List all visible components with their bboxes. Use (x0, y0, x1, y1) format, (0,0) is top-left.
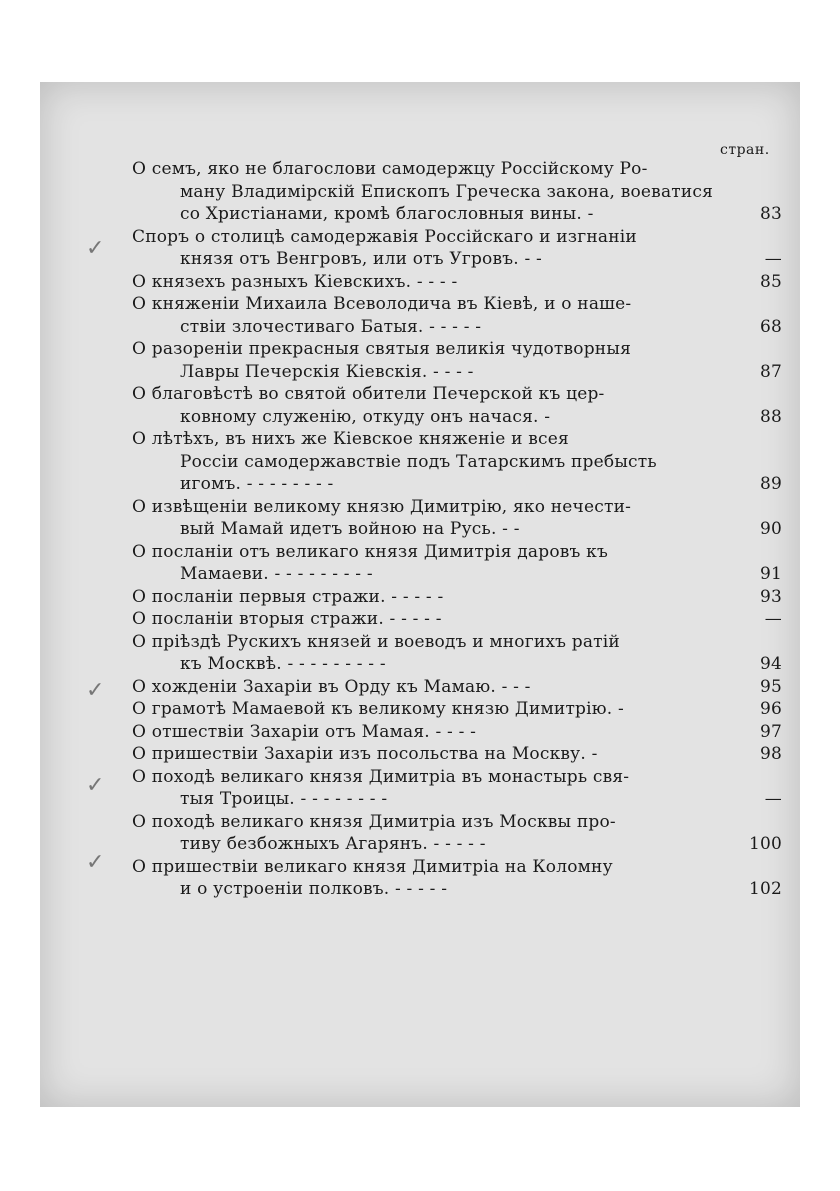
toc-entry-text: Россіи самодержавствіе подъ Татарскимъ пребысть (180, 451, 657, 472)
page-column-label: стран. (720, 142, 770, 158)
toc-page-number: 97 (759, 721, 782, 742)
toc-entry (132, 428, 782, 496)
toc-entry-text: къ Москвѣ. - - - - - - - - - (180, 654, 386, 674)
toc-page-number: 85 (759, 271, 782, 292)
toc-entry-text: О пришествіи Захаріи изъ посольства на Москву. - (132, 744, 598, 764)
toc-page-number: 100 (748, 834, 782, 854)
toc-entry-text: О посланіи отъ великаго князя Димитрія даровъ къ (132, 541, 608, 562)
toc-entry (132, 676, 782, 699)
toc-entry (132, 631, 782, 676)
toc-entry-text: и о устроеніи полковъ. - - - - - (180, 879, 448, 899)
check-mark-icon: ✓ (86, 236, 105, 261)
toc-entry (132, 586, 782, 609)
toc-page-number: 98 (759, 744, 782, 764)
toc-entry (132, 856, 782, 901)
toc-entry-text: О семъ, яко не благослови самодержцу Россійскому Ро- (132, 159, 648, 179)
toc-entry-text: вый Мамай идетъ войною на Русь. - - (180, 519, 520, 539)
toc-entry-text: О посланіи вторыя стражи. - - - - - (132, 609, 442, 629)
toc-entry (132, 158, 782, 226)
toc-entry-text: О пріѣздѣ Рускихъ князей и воеводъ и многихъ ратій (132, 631, 620, 652)
toc-page-number: 83 (759, 204, 782, 224)
toc-entry (132, 766, 782, 811)
toc-page-number: 90 (759, 519, 782, 539)
toc-entry (132, 721, 782, 744)
toc-page-number: 91 (759, 564, 782, 584)
toc-page-number: 68 (759, 316, 782, 337)
toc-entry-text: Мамаеви. - - - - - - - - - (180, 564, 373, 584)
toc-page-number: — (764, 609, 782, 629)
toc-entry-text: О отшествіи Захаріи отъ Мамая. - - - - (132, 721, 477, 742)
toc-entry (132, 541, 782, 586)
toc-entry-text: Споръ о столицѣ самодержавія Россійскаго и изгнаніи (132, 226, 637, 247)
toc-entry-text: О пришествіи великаго князя Димитріа на Коломну (132, 856, 613, 877)
toc-entry-text: О походѣ великаго князя Димитріа въ монастырь свя- (132, 766, 630, 787)
table-of-contents (132, 158, 782, 901)
toc-entry-text: ману Владимірскій Епископъ Греческа закона, воеватися (180, 181, 714, 202)
toc-entry-text: О разореніи прекрасныя святыя великія чудотворныя (132, 339, 631, 359)
toc-entry-text: князя отъ Венгровъ, или отъ Угровъ. - - (180, 249, 542, 269)
check-mark-icon: ✓ (86, 773, 105, 798)
toc-page-number: 88 (759, 406, 782, 427)
toc-page-number: 96 (759, 699, 782, 719)
toc-entry (132, 226, 782, 271)
toc-entry (132, 383, 782, 428)
toc-page-number: 95 (759, 676, 782, 697)
toc-entry-text: О грамотѣ Мамаевой къ великому князю Димитрію. - (132, 699, 624, 719)
toc-page-number: — (764, 249, 782, 269)
toc-entry (132, 338, 782, 383)
toc-entry-text: О хожденіи Захаріи въ Орду къ Мамаю. - - - (132, 676, 531, 697)
toc-entry (132, 271, 782, 294)
check-mark-icon: ✓ (86, 850, 105, 875)
toc-entry-text: Лавры Печерскія Кіевскія. - - - - (180, 361, 474, 382)
toc-entry (132, 698, 782, 721)
toc-entry-text: О князехъ разныхъ Кіевскихъ. - - - - (132, 271, 458, 292)
toc-page-number: 89 (759, 474, 782, 494)
toc-entry-text: тыя Троицы. - - - - - - - - (180, 789, 388, 809)
toc-page-number: 94 (759, 654, 782, 674)
toc-entry-text: О походѣ великаго князя Димитріа изъ Москвы про- (132, 811, 616, 832)
toc-entry (132, 496, 782, 541)
toc-entry (132, 743, 782, 766)
toc-entry-text: О посланіи первыя стражи. - - - - - (132, 586, 444, 607)
toc-entry-text: со Христіанами, кромѣ благословныя вины. - (180, 204, 594, 224)
toc-entry-text: О благовѣстѣ во святой обители Печерской къ цер- (132, 384, 605, 404)
toc-entry-text: игомъ. - - - - - - - - (180, 474, 334, 494)
toc-page-number: 93 (759, 586, 782, 607)
toc-entry (132, 811, 782, 856)
check-mark-icon: ✓ (86, 678, 105, 703)
toc-page-number: 102 (748, 879, 782, 899)
toc-page-number: 87 (759, 361, 782, 382)
toc-entry-text: О лѣтѣхъ, въ нихъ же Кіевское княженіе и всея (132, 429, 569, 449)
toc-entry-text: О княженіи Михаила Всеволодича въ Кіевѣ, и о наше- (132, 294, 632, 314)
toc-entry-text: ствіи злочестиваго Батыя. - - - - - (180, 316, 482, 337)
toc-entry-text: тиву безбожныхъ Агарянъ. - - - - - (180, 834, 486, 854)
toc-entry (132, 608, 782, 631)
toc-entry (132, 293, 782, 338)
toc-page-number: — (764, 789, 782, 809)
toc-entry-text: О извѣщеніи великому князю Димитрію, яко нечести- (132, 496, 632, 517)
toc-entry-text: ковному служенію, откуду онъ начася. - (180, 406, 551, 427)
